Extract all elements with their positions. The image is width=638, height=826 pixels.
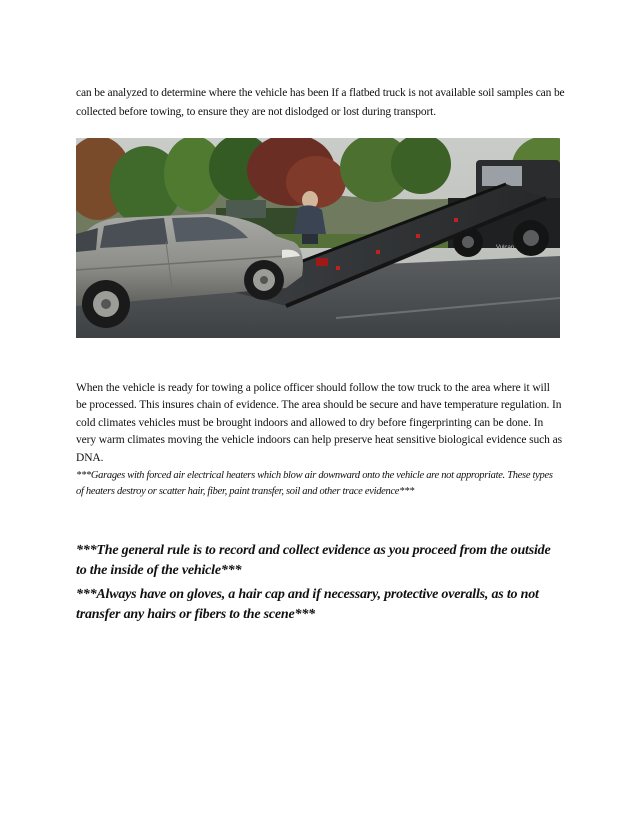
intro-paragraph: can be analyzed to determine where the vehicle has been If a flatbed truck is not available soil samples can be collected before towing, to ensure they are not dislodged or lost during transport. [76, 86, 565, 118]
garage-heater-note: ***Garages with forced air electrical heaters which blow air downward onto the vehicle are not appropriate. These types of heaters destroy or scatter hair, fiber, paint transfer, soil and other trace evidence*** [76, 469, 553, 497]
truck-badge: Vulcan [496, 245, 515, 251]
tow-truck-photo [76, 138, 560, 338]
general-rule-statement: ***The general rule is to record and collect evidence as you proceed from the outside to the inside of the vehicle*** [76, 543, 551, 578]
gloves-rule-statement: ***Always have on gloves, a hair cap and if necessary, protective overalls, as to not transfer any hairs or fibers to the scene*** [76, 587, 539, 622]
towing-paragraph: When the vehicle is ready for towing a police officer should follow the tow truck to the area where it will be processed. This insures chain of evidence. The area should be secure and have temperature regulation. In cold climates vehicles must be brought indoors and allowed to dry before fingerprinting can be done. In very warm climates moving the vehicle indoors can help preserve heat sensitive biological evidence such as DNA. [76, 381, 562, 464]
